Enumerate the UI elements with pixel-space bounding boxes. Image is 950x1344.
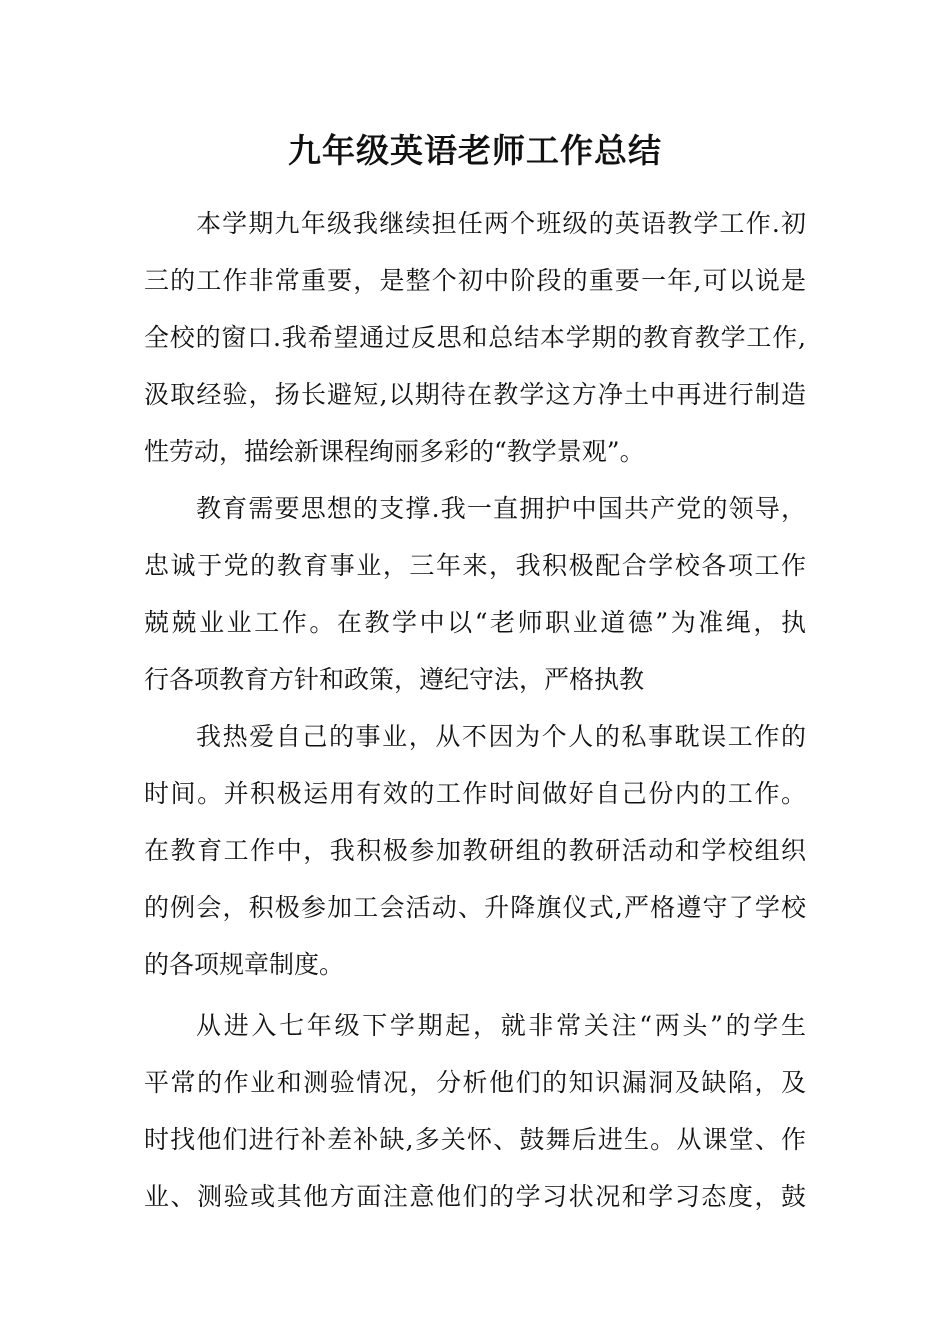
paragraph-line: 汲取经验，扬长避短,以期待在教学这方净土中再进行制造 [144,380,806,409]
paragraph-line: 教育需要思想的支撑.我一直拥护中国共产党的领导， [196,494,806,523]
paragraph-line: 在教育工作中，我积极参加教研组的教研活动和学校组织 [144,836,806,865]
paragraph-line: 我热爱自己的事业，从不因为个人的私事耽误工作的 [196,722,806,751]
document-title: 九年级英语老师工作总结 [288,131,662,170]
paragraph-line: 性劳动，描绘新课程绚丽多彩的“教学景观”。 [144,437,645,466]
paragraph-line: 全校的窗口.我希望通过反思和总结本学期的教育教学工作, [144,323,806,352]
paragraph-line: 业、测验或其他方面注意他们的学习状况和学习态度，鼓 [144,1182,806,1211]
paragraph-line: 的各项规章制度。 [144,950,345,979]
paragraph-line: 三的工作非常重要，是整个初中阶段的重要一年,可以说是 [144,266,806,295]
paragraph-line: 时找他们进行补差补缺,多关怀、鼓舞后进生。从课堂、作 [144,1125,806,1154]
paragraph-line: 本学期九年级我继续担任两个班级的英语教学工作.初 [196,209,806,238]
paragraph-line: 忠诚于党的教育事业，三年来，我积极配合学校各项工作 [144,551,806,580]
paragraph-line: 平常的作业和测验情况，分析他们的知识漏洞及缺陷，及 [144,1068,806,1097]
paragraph-line: 时间。并积极运用有效的工作时间做好自己份内的工作。 [144,779,806,808]
paragraph-line: 从进入七年级下学期起，就非常关注“两头”的学生 [196,1011,806,1040]
paragraph-line: 的例会，积极参加工会活动、升降旗仪式,严格遵守了学校 [144,893,806,922]
paragraph-line: 兢兢业业工作。在教学中以“老师职业道德”为准绳，执 [144,608,806,637]
paragraph-line: 行各项教育方针和政策，遵纪守法，严格执教 [144,665,645,694]
